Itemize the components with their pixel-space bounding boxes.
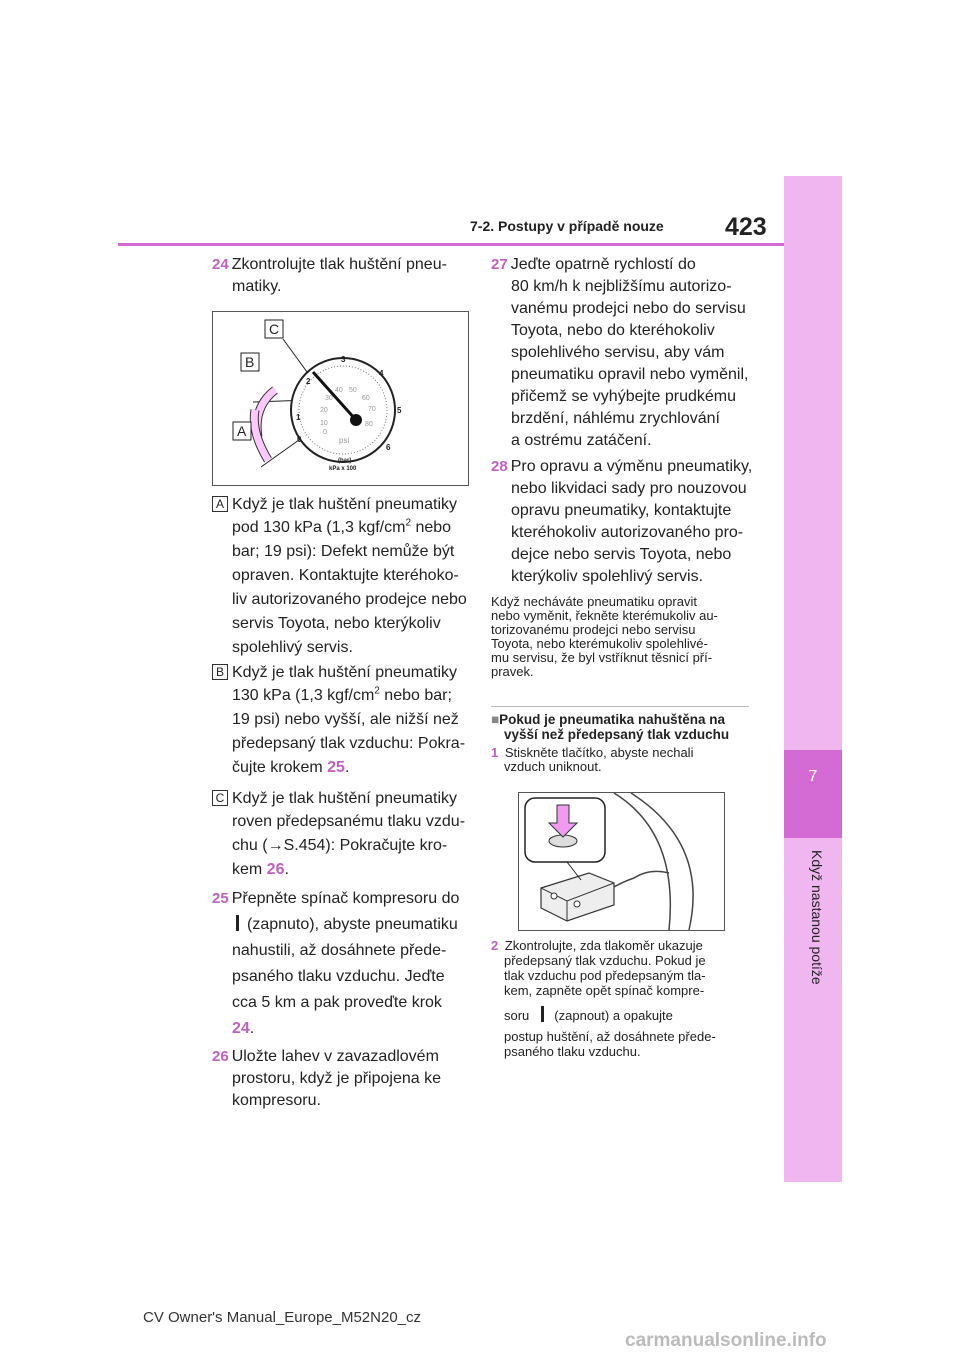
callout-b: B xyxy=(245,354,255,370)
psi-tick: 60 xyxy=(362,395,370,402)
chapter-number: 7 xyxy=(784,750,842,838)
section-divider xyxy=(491,706,749,707)
step-24: 24 Zkontrolujte tlak huštění pneu- matiky. xyxy=(212,256,447,295)
step-28: 28 Pro opravu a výměnu pneumatiky, nebo likvidaci sady pro nouzovou opravu pneumatiky, kontaktujte kteréhokoliv autorizovaného pro- dejce nebo servis Toyota, nebo kterýkoliv spolehlivý servis. xyxy=(491,458,753,585)
psi-tick: 0 xyxy=(323,429,327,436)
item-a: A Když je tlak huštění pneumatiky pod 130 kPa (1,3 kgf/$cm^2$ nebo bar; 19 psi): Defekt nemůže být opraven. Kontaktujte kteréhoko- liv autorizovaného prodejce nebo servis Toyota, nebo kterýkoliv spolehlivý servis. xyxy=(212,494,467,660)
chapter-title: Když nastanou potíže xyxy=(809,850,825,985)
step-25: 25 Přepněte spínač kompresoru do (zapnuto), abyste pneumatiku nahustili, až dosáhnete přede- psaného tlaku vzduchu. Jeďte cca 5 km a pak proveďte krok 24. xyxy=(212,890,460,1037)
psi-tick: 20 xyxy=(320,407,328,414)
callout-a: A xyxy=(237,423,247,439)
callout-c: C xyxy=(269,321,280,337)
psi-unit: psi xyxy=(339,436,350,445)
header-rule xyxy=(118,243,784,246)
kpa-unit: kPa x 100 xyxy=(329,466,357,472)
bar-tick: 1 xyxy=(296,413,301,422)
psi-tick: 40 xyxy=(335,387,343,394)
page-number: 423 xyxy=(725,213,767,241)
step-27: 27 Jeďte opatrně rychlostí do 80 km/h k nejbližšímu autorizo- vanému prodejci nebo do servisu Toyota, nebo do kteréhokoliv spolehlivého servisu, aby vám pneumatiku opravil nebo vyměnil, přičemž se vyhýbejte prudkému brzdění, náhlému zrychlování a ostrému zatáčení. xyxy=(491,256,749,449)
bar-tick: 5 xyxy=(397,406,402,415)
psi-tick: 50 xyxy=(349,387,357,394)
note-paragraph: Když necháváte pneumatiku opravit nebo vyměnit, řekněte kterémukoliv au- torizovanému prodejci nebo servisu Toyota, nebo kterémukoliv spolehlivé- mu servisu, že byl vstříknut těsnicí pří- pravek. xyxy=(491,594,718,679)
compressor-figure xyxy=(518,792,725,931)
bar-tick: 4 xyxy=(379,369,384,378)
psi-tick: 80 xyxy=(365,421,373,428)
section-heading: ■Pokud je pneumatika nahuštěna na vyšší než předepsaný tlak vzduchu xyxy=(491,712,730,742)
watermark: carmanualsonline.info xyxy=(625,1330,827,1351)
chapter-side-tab xyxy=(784,176,842,1182)
bar-tick: 0 xyxy=(297,435,302,444)
bar-unit: (bar) xyxy=(338,458,352,464)
bar-tick: 6 xyxy=(386,443,391,452)
psi-tick: 70 xyxy=(368,406,376,413)
bar-tick: 2 xyxy=(306,377,311,386)
section-title: 7-2. Postupy v případě nouze xyxy=(470,218,664,234)
substep-1: 1 Stiskněte tlačítko, abyste nechali vzduch uniknout. xyxy=(491,745,694,774)
item-b: B Když je tlak huštění pneumatiky 130 kPa (1,3 kgf/$cm^2$ nebo bar; 19 psi) nebo vyšší, ale nižší než předepsaný tlak vzduchu: Pokra- čujte krokem 25. xyxy=(212,662,465,780)
substep-2: 2 Zkontrolujte, zda tlakoměr ukazuje předepsaný tlak vzduchu. Pokud je tlak vzduchu pod předepsaným tla- kem, zapněte opět spínač kompre- soru (zapnout) a opakujte postup huštění, až dosáhnete přede- psaného tlaku vzduchu. xyxy=(491,938,716,1059)
pressure-gauge-figure xyxy=(212,311,469,486)
manual-footer: CV Owner's Manual_Europe_M52N20_cz xyxy=(143,1309,422,1326)
switch-on-symbol xyxy=(541,1006,544,1022)
item-c: C Když je tlak huštění pneumatiky roven předepsanému tlaku vzdu- chu (→S.454): Pokračujte kro- kem 26. xyxy=(212,788,465,882)
step-26: 26 Uložte lahev v zavazadlovém prostoru, když je připojena ke kompresoru. xyxy=(212,1048,441,1109)
bar-tick: 3 xyxy=(341,355,346,364)
psi-tick: 30 xyxy=(325,395,333,402)
compressor-illustration xyxy=(519,793,724,930)
psi-tick: 10 xyxy=(320,420,328,427)
switch-on-symbol xyxy=(236,915,239,931)
pressure-gauge-illustration xyxy=(213,312,468,485)
